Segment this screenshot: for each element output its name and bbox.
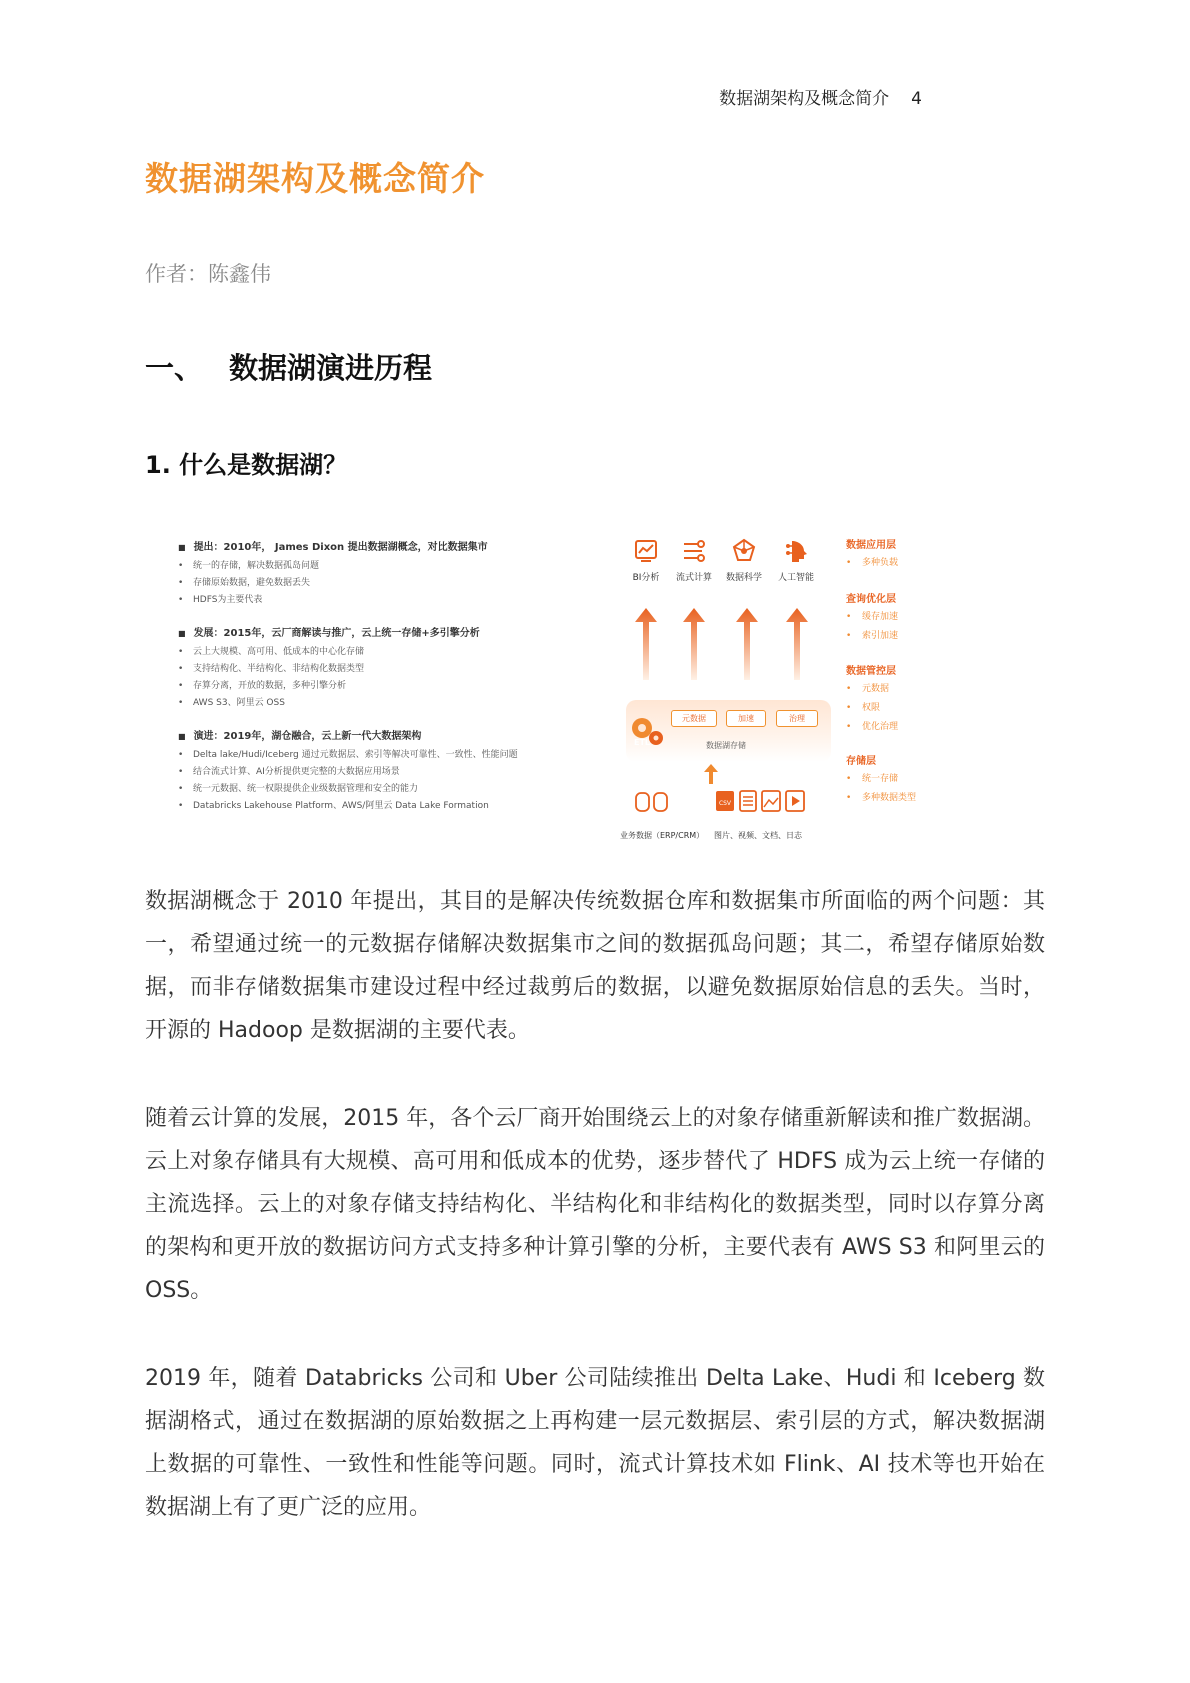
media-files-icon	[716, 788, 806, 814]
author-line: 作者：陈鑫伟	[145, 262, 271, 286]
csv-label: CSV	[718, 800, 732, 807]
timeline-bullet: • 存算分离，开放的数据，多种引擎分析	[178, 678, 578, 695]
timeline-bullet: • Delta lake/Hudi/Iceberg 通过元数据层、索引等解决可靠性、一致性、性能问题	[178, 747, 578, 764]
timeline-bullet: • 云上大规模、高可用、低成本的中心化存储	[178, 644, 578, 661]
document-title: 数据湖架构及概念简介	[145, 159, 485, 198]
tier-item: • 缓存加速	[846, 608, 956, 627]
section-number: 一、	[145, 351, 204, 385]
timeline-bullet: • 支持结构化、半结构化、非结构化数据类型	[178, 661, 578, 678]
timeline-bullet: • Databricks Lakehouse Platform、AWS/阿里云 Data Lake Formation	[178, 798, 578, 815]
subsection-heading: 1. 什么是数据湖？	[145, 451, 348, 479]
etl-label: ETL	[634, 738, 651, 747]
timeline-section-title: ■ 演进：2019年，湖仓融合，云上新一代大数据架构	[178, 727, 578, 742]
data-science-icon	[731, 538, 757, 564]
app-label: 流式计算	[675, 573, 712, 583]
source-media-label: 图片、视频、文档、日志	[714, 831, 802, 840]
section-heading	[145, 346, 432, 387]
tier-title: 数据管控层	[846, 666, 896, 677]
timeline-section-title: ■ 发展：2015年，云厂商解读与推广，云上统一存储+多引擎分析	[178, 624, 578, 639]
tier-title: 存储层	[846, 756, 876, 767]
tier-governance	[846, 664, 956, 737]
up-arrow	[786, 608, 808, 680]
section-title: 数据湖演进历程	[229, 351, 433, 385]
app-ai	[766, 538, 826, 583]
body-paragraph: 数据湖概念于 2010 年提出，其目的是解决传统数据仓库和数据集市所面临的两个问题：其一，希望通过统一的元数据存储解决数据集市之间的数据孤岛问题；其二，希望存储原始数据，而非存储数据集市建设过程中经过裁剪后的数据，以避免数据原始信息的丢失。当时，开源的 Hadoop 是数据湖的主要代表。	[145, 889, 1045, 1043]
tier-item: • 权限	[846, 699, 956, 718]
body-paragraph: 随着云计算的发展，2015 年，各个云厂商开始围绕云上的对象存储重新解读和推广数据湖。云上对象存储具有大规模、高可用和低成本的优势，逐步替代了 HDFS 成为云上统一存储的主流选择。云上的对象存储支持结构化、半结构化和非结构化的数据类型，同时以存算分离的架构和更开放的数据访问方式支持多种计算引擎的分析，主要代表有 AWS S3 和阿里云的 OSS。	[145, 1106, 1045, 1303]
ai-icon	[783, 538, 809, 564]
up-arrow	[683, 608, 705, 680]
body-paragraph: 2019 年，随着 Databricks 公司和 Uber 公司陆续推出 Delta Lake、Hudi 和 Iceberg 数据湖格式，通过在数据湖的原始数据之上再构建一层元数据层、索引层的方式，解决数据湖上数据的可靠性、一致性和性能等问题。同时，流式计算技术如 Flink、AI 技术等也开始在数据湖上有了更广泛的应用。	[145, 1366, 1045, 1520]
evolution-timeline	[178, 538, 578, 830]
tier-query-optimization	[846, 592, 956, 646]
app-data-science	[714, 538, 774, 583]
timeline-bullet: • HDFS为主要代表	[178, 592, 578, 609]
data-lake-figure	[178, 538, 958, 838]
tier-item: • 统一存储	[846, 770, 956, 789]
timeline-section	[178, 727, 578, 815]
tier-item: • 多种负载	[846, 554, 956, 573]
timeline-bullet: • 统一元数据、统一权限提供企业级数据管理和安全的能力	[178, 781, 578, 798]
running-header	[719, 84, 922, 109]
timeline-section-title: ■ 提出：2010年， James Dixon 提出数据湖概念，对比数据集市	[178, 538, 578, 553]
tier-title: 数据应用层	[846, 540, 896, 551]
timeline-bullet: • 统一的存储，解决数据孤岛问题	[178, 558, 578, 575]
timeline-section	[178, 624, 578, 712]
data-lake-storage	[626, 700, 831, 762]
up-arrow	[736, 608, 758, 680]
lake-tag-governance: 治理	[776, 710, 818, 727]
tier-item: • 元数据	[846, 680, 956, 699]
timeline-bullet: • 结合流式计算、AI分析提供更完整的大数据应用场景	[178, 764, 578, 781]
timeline-section	[178, 538, 578, 609]
app-label: BI分析	[632, 573, 660, 583]
timeline-bullet: • AWS S3、阿里云 OSS	[178, 695, 578, 712]
tier-title: 查询优化层	[846, 594, 896, 605]
architecture-diagram	[616, 538, 958, 838]
app-label: 人工智能	[777, 573, 814, 583]
tier-item: • 优化治理	[846, 718, 956, 737]
lake-tag-acceleration: 加速	[726, 710, 766, 727]
lake-storage-label: 数据湖存储	[706, 741, 746, 750]
tier-application	[846, 538, 956, 573]
up-arrow	[635, 608, 657, 680]
running-header-title: 数据湖架构及概念简介	[719, 89, 890, 109]
source-business-label: 业务数据（ERP/CRM）	[620, 831, 705, 840]
tier-item: • 索引加速	[846, 627, 956, 646]
stream-icon	[681, 538, 707, 564]
page-number: 4	[911, 89, 922, 109]
tier-storage	[846, 754, 956, 808]
bi-chart-icon	[633, 538, 659, 564]
lake-tag-metadata: 元数据	[671, 710, 717, 727]
app-label: 数据科学	[725, 573, 762, 583]
timeline-bullet: • 存储原始数据，避免数据丢失	[178, 575, 578, 592]
tier-item: • 多种数据类型	[846, 789, 956, 808]
database-icon	[634, 790, 670, 814]
up-small-arrow	[704, 764, 718, 784]
